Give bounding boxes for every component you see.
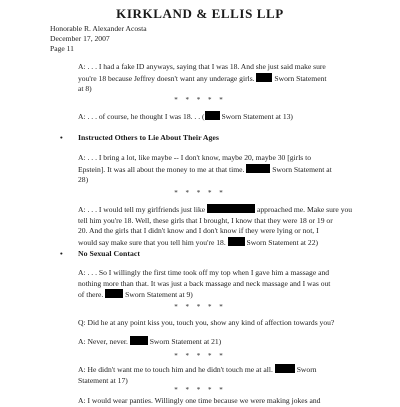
quote-paragraph-4: A: . . . I would tell my girlfriends just like approached me. Make sure you tell him you're 18. Well, these girls that I brought, I know that they were 18 or 19 or 20. And the girls that I didn't know and I don't know if they were lying or not, I would say make sure that you tell him you're 18. Sworn Statement at 22) — [78, 205, 353, 247]
redaction-box — [105, 289, 123, 298]
quote-paragraph-3: A: . . . I bring a lot, like maybe -- I don't know, maybe 20, maybe 30 [girls to Epstein]. It was all about the money to me at that time. Sworn Statement at 28) — [78, 153, 332, 185]
question-paragraph: Q: Did he at any point kiss you, touch you, show any kind of affection towards you? — [78, 318, 335, 327]
recipient: Honorable R. Alexander Acosta — [50, 24, 147, 33]
redaction-box — [205, 111, 220, 120]
section-heading-no-contact: • No Sexual Contact — [60, 249, 140, 258]
page-number: Page 11 — [50, 44, 74, 53]
quote-paragraph-1: A: . . . I had a fake ID anyways, saying that I was 18. And she just said make sure you're 18 because Jeffrey doesn't want any underage girls. Sworn Statement at 8) — [78, 62, 327, 94]
redaction-box — [246, 164, 270, 173]
bullet-icon: • — [60, 249, 63, 258]
bullet-icon: • — [60, 133, 63, 142]
letter-date: December 17, 2007 — [50, 34, 110, 43]
section-separator: * * * * * — [174, 189, 226, 197]
quote-paragraph-7: A: Never, never. Sworn Statement at 21) — [78, 337, 222, 346]
section-separator: * * * * * — [174, 303, 226, 311]
quote-paragraph-8: A: He didn't want me to touch him and he didn't touch me at all. Sworn Statement at 17) — [78, 365, 317, 385]
quote-paragraph-9: A: I would wear panties. Willingly one time because we were making jokes and — [78, 396, 321, 405]
redaction-box — [130, 336, 148, 345]
redaction-box — [207, 204, 255, 213]
redaction-box — [275, 364, 295, 373]
redaction-box — [228, 237, 245, 246]
section-separator: * * * * * — [174, 96, 226, 104]
section-separator: * * * * * — [174, 386, 226, 394]
quote-paragraph-2: A: . . . of course, he thought I was 18. . . ( Sworn Statement at 13) — [78, 112, 293, 121]
letterhead — [50, 24, 147, 54]
quote-paragraph-5: A: . . . So I willingly the first time took off my top when I gave him a massage and nothing more than that. It was just a back massage and neck massage and I was out of there. Sworn Statement at 9) — [78, 268, 331, 300]
firm-name: KIRKLAND & ELLIS LLP — [116, 6, 284, 21]
redaction-box — [256, 73, 272, 82]
section-heading-instructed: • Instructed Others to Lie About Their Ages — [60, 133, 219, 142]
section-separator: * * * * * — [174, 352, 226, 360]
